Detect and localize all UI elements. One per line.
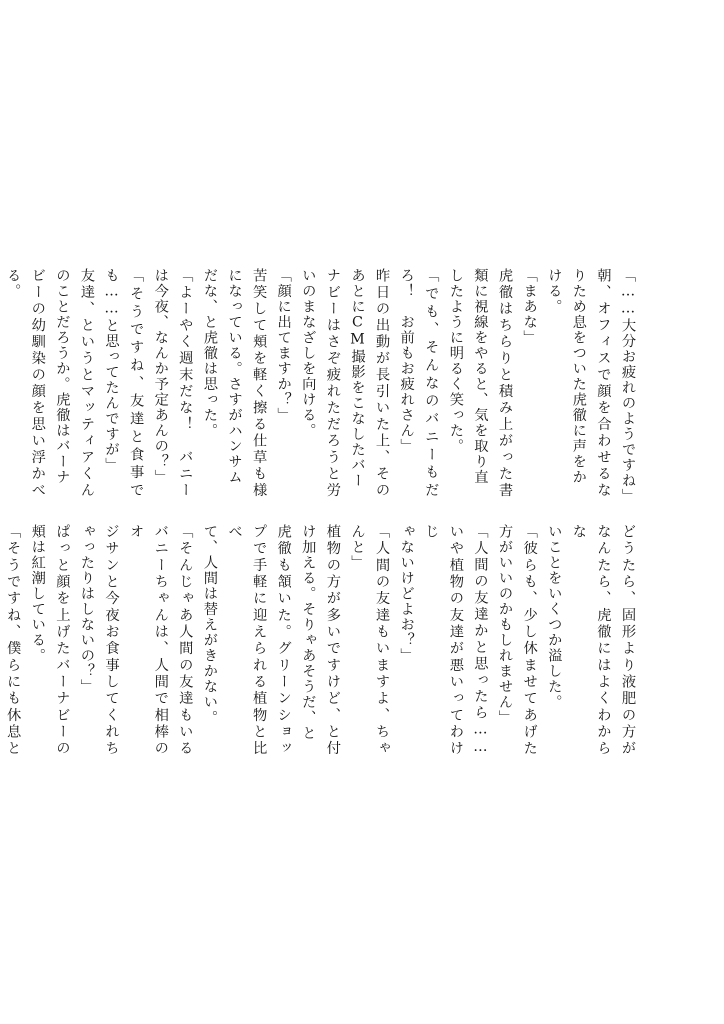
lower-line: 「人間の友達もいますよ、ちゃんと」 <box>349 524 391 756</box>
lower-line: 「彼らも、少し休ませてあげた方がいいのかもしれません」 <box>497 524 538 756</box>
lower-line: 虎徹も頷いた。グリーンショップで手軽に迎えられる植物と比べ <box>226 524 292 756</box>
lower-line: ゃないけどよお？」 <box>398 524 415 664</box>
upper-line: ける。 <box>546 268 563 315</box>
upper-line: 朝、オフィスで顔を合わせるなりため息をついた虎徹に声をか <box>570 268 612 498</box>
upper-line: 虎徹はちらりと積み上がった書類に視線をやると、気を取り直 <box>472 268 514 498</box>
lower-text-block <box>5 524 640 756</box>
lower-line: て、人間は替えがきかない。 <box>201 524 218 726</box>
upper-line: 「よーやく週末だな！ バニーは今夜、なんか予定あんの？」 <box>152 268 194 498</box>
lower-line: 「そうですね、僕らにも休息と <box>5 524 22 756</box>
upper-line: 「そうですね、友達と食事でも……と思ってたんですが」 <box>103 268 145 498</box>
upper-line: ナビーはさぞ疲れただろうと労いのまなざしを向ける。 <box>300 268 341 498</box>
upper-line: ビーの幼馴染の顔を思い浮かべる。 <box>5 268 46 498</box>
upper-line: 「まあな」 <box>521 268 538 346</box>
upper-line: 「顔に出てますか？」 <box>275 268 292 423</box>
lower-line: 植物の方が多いですけど、と付け加える。そりゃあそうだ、と <box>300 524 341 756</box>
upper-line: 友達、というとマッティアくんのことだろうか。虎徹はバーナ <box>54 268 95 498</box>
upper-line: 「……大分お疲れのようですね」 <box>620 268 636 504</box>
upper-line: したように明るく笑った。 <box>447 268 464 454</box>
upper-line: 苦笑して頬を軽く擦る仕草も様になっている。さすがハンサム <box>226 268 268 498</box>
lower-line: ジサンと今夜お食事してくれちゃったりはしないの？」 <box>78 524 120 756</box>
upper-line: 昨日の出動が長引いた上、そのあとにCM撮影をこなしたバー <box>349 268 391 498</box>
upper-line <box>0 268 1 498</box>
lower-line: いことをいくつか溢した。 <box>546 524 563 710</box>
lower-line: ぱっと顔を上げたバーナビーの頬は紅潮している。 <box>29 524 71 756</box>
lower-line: 「そんじゃあ人間の友達もいるバニーちゃんは、人間で相棒のオ <box>128 524 194 756</box>
upper-line: 「でも、そんなのバニーもだろ！ お前もお疲れさん」 <box>398 268 440 498</box>
upper-text-block <box>5 268 640 504</box>
upper-line: だな、と虎徹は思った。 <box>201 268 218 439</box>
lower-line: どうたら、固形より液肥の方がなんたら、虎徹にはよくわからな <box>570 524 636 756</box>
lower-line: 「人間の友達かと思ったら……いや植物の友達が悪いってわけじ <box>423 524 489 756</box>
